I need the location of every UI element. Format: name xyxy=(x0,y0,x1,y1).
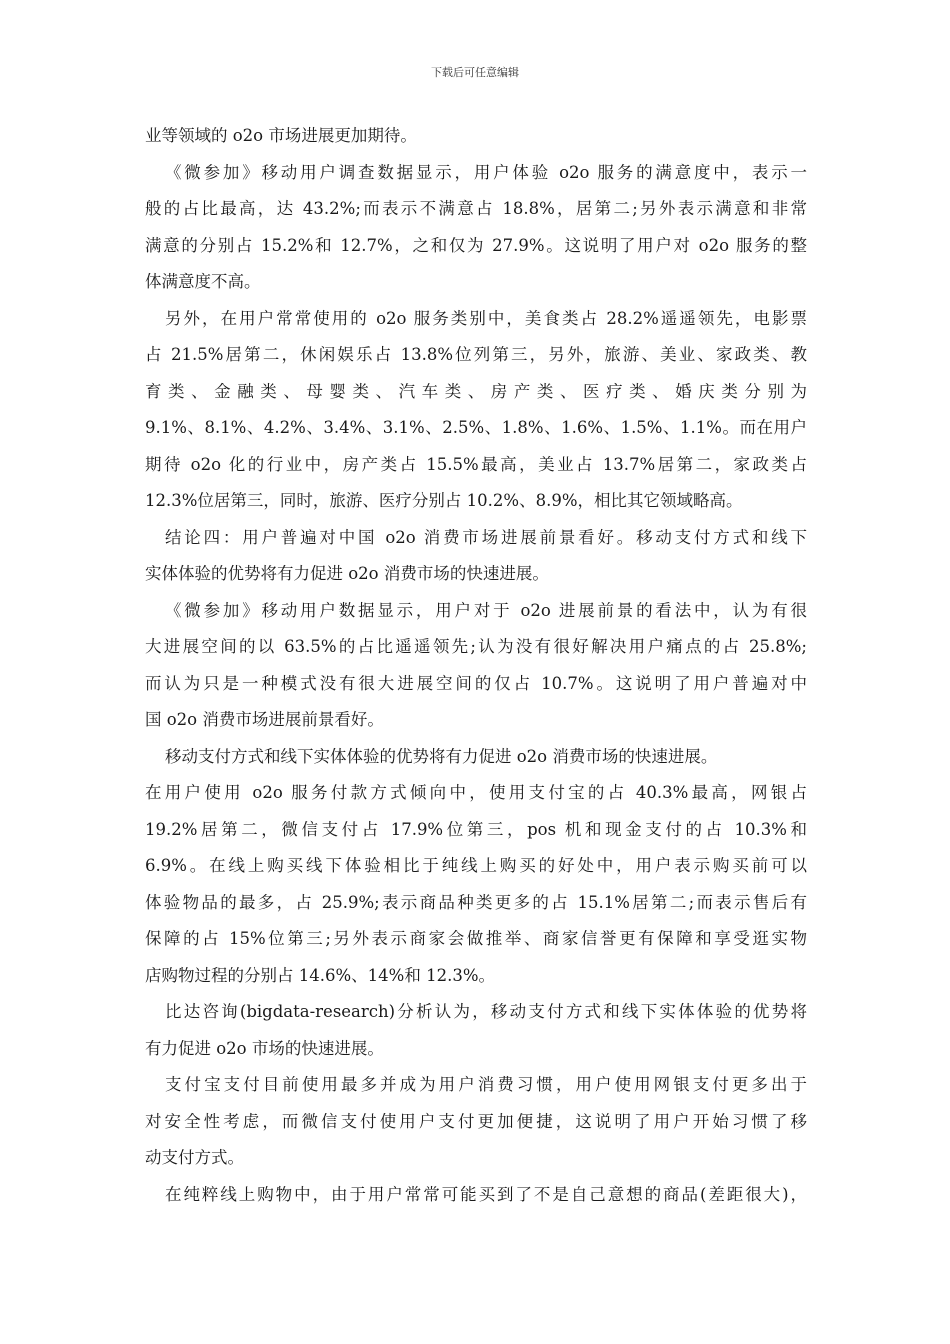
text-line: 6.9%。在线上购买线下体验相比于纯线上购买的好处中，用户表示购买前可以 xyxy=(145,856,807,875)
text-line: 比达咨询(bigdata-research)分析认为，移动支付方式和线下实体体验的优势将 xyxy=(165,1002,807,1021)
text-line: 19.2%居第二，微信支付占 17.9%位第三，pos 机和现金支付的占 10.3%和 xyxy=(145,819,807,839)
text-line: 保障的占 15%位第三;另外表示商家会做推举、商家信誉更有保障和享受逛实物 xyxy=(145,929,807,948)
text-line: 动支付方式。 xyxy=(145,1148,244,1167)
text-line: 《微参加》移动用户数据显示，用户对于 o2o 进展前景的看法中，认为有很 xyxy=(165,600,807,620)
text-line: 实体体验的优势将有力促进 o2o 消费市场的快速进展。 xyxy=(145,564,549,583)
text-line: 12.3%位居第三，同时，旅游、医疗分别占 10.2%、8.9%，相比其它领域略高。 xyxy=(145,491,743,510)
text-line: 体验物品的最多，占 25.9%;表示商品种类更多的占 15.1%居第二;而表示售后有 xyxy=(145,892,807,912)
body-text xyxy=(145,118,807,1213)
text-line: 在用户使用 o2o 服务付款方式倾向中，使用支付宝的占 40.3%最高，网银占 xyxy=(145,783,807,802)
text-line: 另外，在用户常常使用的 o2o 服务类别中，美食类占 28.2%遥遥领先，电影票 xyxy=(165,308,807,328)
text-line: 有力促进 o2o 市场的快速进展。 xyxy=(145,1038,384,1058)
text-line: 国 o2o 消费市场进展前景看好。 xyxy=(145,710,384,729)
text-line: 移动支付方式和线下实体体验的优势将有力促进 o2o 消费市场的快速进展。 xyxy=(165,746,718,766)
text-line: 支付宝支付目前使用最多并成为用户消费习惯，用户使用网银支付更多出于 xyxy=(165,1075,807,1094)
text-line: 体满意度不高。 xyxy=(145,272,261,291)
text-line: 对安全性考虑，而微信支付使用户支付更加便捷，这说明了用户开始习惯了移 xyxy=(145,1111,807,1131)
page-header: 下载后可任意编辑 xyxy=(431,66,519,79)
text-line: 《微参加》移动用户调查数据显示，用户体验 o2o 服务的满意度中，表示一 xyxy=(165,162,807,182)
text-line: 业等领域的 o2o 市场进展更加期待。 xyxy=(145,126,417,145)
text-line: 期待 o2o 化的行业中，房产类占 15.5%最高，美业占 13.7%居第二，家政类占 xyxy=(145,454,807,474)
text-line: 9.1%、8.1%、4.2%、3.4%、3.1%、2.5%、1.8%、1.6%、1.5%、1.1%。而在用户 xyxy=(145,418,807,437)
text-line: 而认为只是一种模式没有很大进展空间的仅占 10.7%。这说明了用户普遍对中 xyxy=(145,673,807,693)
text-line: 般的占比最高，达 43.2%;而表示不满意占 18.8%，居第二;另外表示满意和非常 xyxy=(145,199,807,218)
text-line: 店购物过程的分别占 14.6%、14%和 12.3%。 xyxy=(145,965,495,985)
text-line: 满意的分别占 15.2%和 12.7%，之和仅为 27.9%。这说明了用户对 o2o 服务的整 xyxy=(145,235,807,255)
text-line: 育类、金融类、母婴类、汽车类、房产类、医疗类、婚庆类分别为 xyxy=(145,381,807,401)
text-line: 在纯粹线上购物中，由于用户常常可能买到了不是自己意想的商品(差距很大)， xyxy=(165,1184,807,1204)
text-line: 占 21.5%居第二，休闲娱乐占 13.8%位列第三，另外，旅游、美业、家政类、教 xyxy=(145,345,807,364)
text-line: 结论四：用户普遍对中国 o2o 消费市场进展前景看好。移动支付方式和线下 xyxy=(165,527,807,547)
text-line: 大进展空间的以 63.5%的占比遥遥领先;认为没有很好解决用户痛点的占 25.8%; xyxy=(145,637,807,656)
